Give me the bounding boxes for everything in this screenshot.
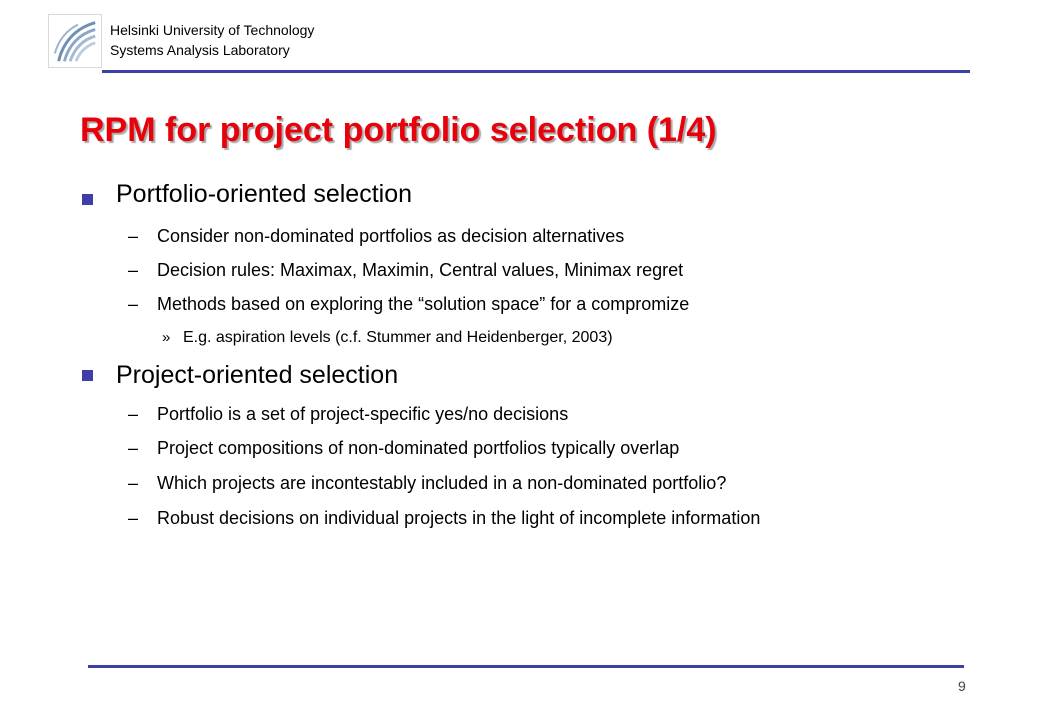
footer-divider [88, 665, 964, 668]
list-item: Consider non-dominated portfolios as decision alternatives [157, 226, 625, 246]
list-item: Robust decisions on individual projects in the light of incomplete information [157, 508, 761, 528]
dash-marker: – [128, 438, 139, 458]
section-heading-project: Project-oriented selection [116, 361, 399, 389]
dash-marker: – [128, 226, 139, 246]
dash-marker: – [128, 508, 139, 528]
list-item: Methods based on exploring the “solution space” for a compromize [157, 294, 690, 314]
dash-marker: – [128, 260, 139, 280]
sub-list-item: E.g. aspiration levels (c.f. Stummer and Heidenberger, 2003) [183, 329, 613, 346]
list-item: Portfolio is a set of project-specific yes/no decisions [157, 404, 569, 424]
slide-title: RPM for project portfolio selection (1/4) [80, 111, 717, 149]
dash-marker: – [128, 473, 139, 493]
section-heading-portfolio: Portfolio-oriented selection [116, 180, 412, 208]
org-line-laboratory: Systems Analysis Laboratory [110, 42, 290, 58]
list-item: Decision rules: Maximax, Maximin, Central values, Minimax regret [157, 260, 684, 280]
bullet-square-icon [82, 370, 93, 381]
sub-bullet-marker: » [162, 329, 171, 346]
dash-marker: – [128, 294, 139, 314]
bullet-square-icon [82, 194, 93, 205]
dash-marker: – [128, 404, 139, 424]
list-item: Which projects are incontestably included in a non-dominated portfolio? [157, 473, 727, 493]
page-number: 9 [958, 678, 966, 694]
org-line-university: Helsinki University of Technology [110, 22, 315, 38]
list-item: Project compositions of non-dominated portfolios typically overlap [157, 438, 680, 458]
